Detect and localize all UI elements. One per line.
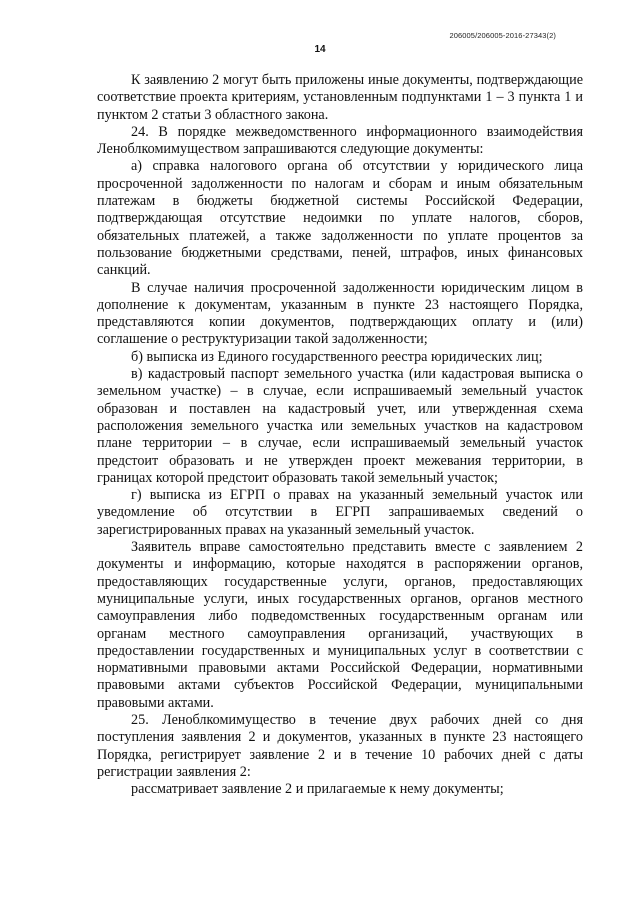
paragraph-item-25: 25. Леноблкомимущество в течение двух рабочих дней со дня поступления заявления 2 и документов, указанных в пункте 23 настоящего Порядка, регистрирует заявление 2 и в течение 10 рабочих дней с даты регистрации заявления 2:	[97, 711, 583, 780]
paragraph-overdue-debt: В случае наличия просроченной задолженности юридическим лицом в дополнение к документам, указанным в пункте 23 настоящего Порядка, представляются копии документов, подтверждающих оплату и (или) соглашение о реструктуризации такой задолженности;	[97, 279, 583, 348]
paragraph-considers-application: рассматривает заявление 2 и прилагаемые к нему документы;	[131, 781, 504, 798]
paragraph-item-24a: а) справка налогового органа об отсутствии у юридического лица просроченной задолженности по налогам и сборам и иным обязательным платежам в бюджеты бюджетной системы Российской Федерации, подтверждающая отсутствие недоимки по уплате налогов, сборов, обязательных платежей, а также задолженности по уплате процентов за пользование бюджетными средствами, пеней, штрафов, иных финансовых санкций.	[97, 158, 583, 279]
page-number: 14	[314, 44, 326, 55]
paragraph-other-documents: К заявлению 2 могут быть приложены иные документы, подтверждающие соответствие проекта критериям, установленным подпунктами 1 – 3 пункта 1 и пунктом 2 статьи 3 областного закона.	[97, 72, 583, 123]
document-body	[97, 72, 583, 798]
paragraph-item-24g: г) выписка из ЕГРП о правах на указанный земельный участок или уведомление об отсутствии в ЕГРП запрашиваемых сведений о зарегистрированных правах на указанный земельный участок.	[97, 487, 583, 538]
paragraph-applicant-right: Заявитель вправе самостоятельно представить вместе с заявлением 2 документы и информацию, которые находятся в распоряжении органов, предоставляющих государственные услуги, органов, предоставляющих муниципальные услуги, иных государственных органов, органов местного самоуправления либо подведомственных государственным органам или органам местного самоуправления организаций, участвующих в предоставлении государственных и муниципальных услуг в соответствии с нормативными правовыми актами Российской Федерации, нормативными правовыми актами субъектов Российской Федерации, муниципальными правовыми актами.	[97, 539, 583, 711]
paragraph-item-24b: б) выписка из Единого государственного реестра юридических лиц;	[131, 348, 543, 365]
paragraph-item-24: 24. В порядке межведомственного информационного взаимодействия Леноблкомимуществом запрашиваются следующие документы:	[97, 123, 583, 158]
document-id: 206005/206005-2016-27343(2)	[449, 31, 556, 40]
paragraph-item-24v: в) кадастровый паспорт земельного участка (или кадастровая выписка о земельном участке) – в случае, если испрашиваемый земельный участок образован и поставлен на кадастровый учет, или утвержденная схема расположения земельного участка или земельных участков на кадастровом плане территории – в случае, если испрашиваемый земельный участок предстоит образовать и не утвержден проект межевания территории, в границах которой предстоит образовать такой земельный участок;	[97, 366, 583, 486]
